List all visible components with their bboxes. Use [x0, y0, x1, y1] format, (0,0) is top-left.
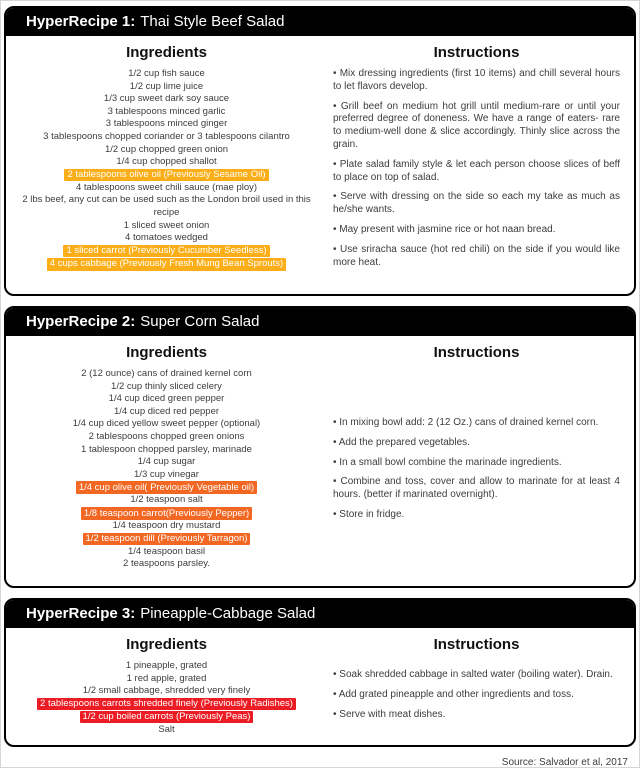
- ingredient-line: [14, 481, 319, 494]
- ingredient-line: [14, 169, 319, 182]
- ingredient-line: 1/4 cup diced red pepper: [113, 405, 220, 417]
- ingredient-line: 1/2 cup thinly sliced celery: [111, 380, 222, 392]
- ingredient-line: 1/4 teaspoon basil: [127, 545, 206, 557]
- ingredient-line: Salt: [158, 723, 175, 735]
- instructions-list: [333, 669, 620, 721]
- ingredients-column: [14, 338, 319, 571]
- instructions-heading: Instructions: [433, 636, 520, 653]
- substituted-ingredient-highlight: 1 sliced carrot (Previously Cucumber Seedless): [63, 245, 269, 258]
- substituted-ingredient-highlight: 1/4 cup olive oil( Previously Vegetable oil): [76, 481, 257, 494]
- ingredients-list: [14, 368, 319, 571]
- ingredient-line: 1/2 cup fish sauce: [128, 68, 205, 79]
- instructions-column: [319, 38, 624, 276]
- ingredients-list: [14, 660, 319, 737]
- ingredient-line: 1 red apple, grated: [126, 672, 207, 684]
- ingredient-line: [14, 507, 319, 520]
- ingredient-line: 1/3 cup sweet dark soy sauce: [103, 93, 230, 105]
- ingredients-list: [14, 68, 319, 271]
- instructions-heading: Instructions: [433, 344, 520, 361]
- recipe-title: Super Corn Salad: [140, 313, 260, 330]
- ingredient-line: 2 tablespoons chopped green onions: [88, 430, 245, 442]
- substituted-ingredient-highlight: 1/8 teaspoon carrot(Previously Pepper): [81, 507, 252, 520]
- recipe-header: [6, 308, 634, 336]
- instruction-item: • Serve with dressing on the side so each my take as much as he/she wants.: [333, 191, 620, 216]
- ingredient-line: 1 pineapple, grated: [125, 660, 208, 671]
- ingredient-line: 1/4 cup chopped shallot: [116, 156, 217, 168]
- ingredient-line: [14, 258, 319, 271]
- ingredient-line: 1/2 small cabbage, shredded very finely: [82, 685, 251, 697]
- ingredient-line: 1/4 cup diced green pepper: [108, 393, 225, 405]
- ingredient-line: [14, 245, 319, 258]
- instructions-list: [333, 417, 620, 522]
- instruction-item: • Grill beef on medium hot grill until medium-rare or until your preferred degree of doneness. We have a range of eaters- rare to medium-well done & slice accordingly. Thinly slice across the grain.: [333, 100, 620, 150]
- ingredients-column: [14, 38, 319, 276]
- instructions-list: [333, 68, 620, 269]
- recipe-card-1: [4, 6, 636, 296]
- ingredients-column: [14, 630, 319, 737]
- ingredient-line: 1 sliced sweet onion: [123, 219, 210, 231]
- instructions-heading: Instructions: [433, 44, 520, 61]
- instruction-item: • In a small bowl combine the marinade ingredients.: [333, 456, 562, 468]
- substituted-ingredient-highlight: 1/2 cup boiled carrots (Previously Peas): [80, 711, 254, 724]
- recipe-body: [6, 628, 634, 737]
- ingredient-line: 1/3 cup vinegar: [134, 468, 199, 480]
- ingredient-line: 2 teaspoons parsley.: [123, 558, 210, 570]
- ingredient-line: 1/2 teaspoon salt: [130, 494, 203, 506]
- instruction-item: • Plate salad family style & let each person choose slices of beff to place on top of salad.: [333, 158, 620, 183]
- instructions-column: [319, 630, 624, 737]
- ingredient-line: 1/4 cup diced yellow sweet pepper (optional): [72, 418, 261, 430]
- substituted-ingredient-highlight: 2 tablespoons carrots shredded finely (Previously Radishes): [37, 698, 296, 711]
- recipe-header: [6, 8, 634, 36]
- ingredients-heading: Ingredients: [126, 636, 207, 653]
- recipe-title-prefix: HyperRecipe 1:: [26, 13, 136, 30]
- recipe-body: [6, 336, 634, 571]
- recipe-title: Thai Style Beef Salad: [140, 13, 285, 30]
- figure-page: [1, 1, 639, 768]
- recipe-title-prefix: HyperRecipe 2:: [26, 313, 136, 330]
- ingredients-heading: Ingredients: [126, 344, 207, 361]
- recipe-title-prefix: HyperRecipe 3:: [26, 605, 136, 622]
- ingredient-line: 1 tablespoon chopped parsley, marinade: [81, 443, 252, 455]
- ingredient-line: 1/2 cup chopped green onion: [104, 143, 229, 155]
- ingredient-line: [14, 533, 319, 546]
- ingredient-line: 2 lbs beef, any cut can be used such as the London broil used in this recipe: [22, 194, 311, 219]
- instruction-item: • May present with jasmine rice or hot naan bread.: [333, 223, 556, 235]
- recipe-header: [6, 600, 634, 628]
- source-note: Source: Salvador et al, 2017: [501, 757, 628, 768]
- recipe-title: Pineapple-Cabbage Salad: [140, 605, 316, 622]
- recipe-card-2: [4, 306, 636, 588]
- ingredient-line: 1/4 cup sugar: [137, 456, 196, 468]
- instruction-item: • Add grated pineapple and other ingredients and toss.: [333, 688, 574, 700]
- instruction-item: • Soak shredded cabbage in salted water (boiling water). Drain.: [333, 669, 613, 680]
- instructions-column: [319, 338, 624, 571]
- ingredient-line: 3 tablespoons minced ginger: [105, 118, 228, 130]
- ingredient-line: 1/4 teaspoon dry mustard: [112, 520, 221, 532]
- substituted-ingredient-highlight: 4 cups cabbage (Previously Fresh Mung Bean Sprouts): [47, 258, 286, 271]
- recipe-body: [6, 36, 634, 276]
- ingredients-heading: Ingredients: [126, 44, 207, 61]
- instruction-item: • Serve with meat dishes.: [333, 708, 446, 720]
- ingredient-line: 1/2 cup lime juice: [129, 80, 204, 92]
- instruction-item: • Store in fridge.: [333, 508, 405, 520]
- instruction-item: • Use sriracha sauce (hot red chili) on the side if you would like more heat.: [333, 243, 620, 268]
- ingredient-line: 3 tablespoons minced garlic: [107, 105, 226, 117]
- ingredient-line: 4 tomatoes wedged: [125, 232, 208, 244]
- ingredient-line: 2 (12 ounce) cans of drained kernel corn: [81, 368, 252, 379]
- ingredient-line: [14, 711, 319, 724]
- ingredient-line: 4 tablespoons sweet chili sauce (mae ploy): [75, 181, 258, 193]
- ingredient-line: 3 tablespoons chopped coriander or 3 tablespoons cilantro: [43, 130, 290, 142]
- instruction-item: • Mix dressing ingredients (first 10 items) and chill several hours to let flavors develop.: [333, 68, 620, 92]
- instruction-item: • Combine and toss, cover and allow to marinate for at least 4 hours. (better if marinated overnight).: [333, 476, 620, 501]
- ingredient-line: [14, 698, 319, 711]
- substituted-ingredient-highlight: 1/2 teaspoon dill (Previously Tarragon): [83, 533, 251, 546]
- instruction-item: • Add the prepared vegetables.: [333, 436, 470, 448]
- recipe-card-3: [4, 598, 636, 747]
- substituted-ingredient-highlight: 2 tablespoons olive oil (Previously Sesame Oil): [64, 169, 268, 182]
- instruction-item: • In mixing bowl add: 2 (12 Oz.) cans of drained kernel corn.: [333, 417, 599, 428]
